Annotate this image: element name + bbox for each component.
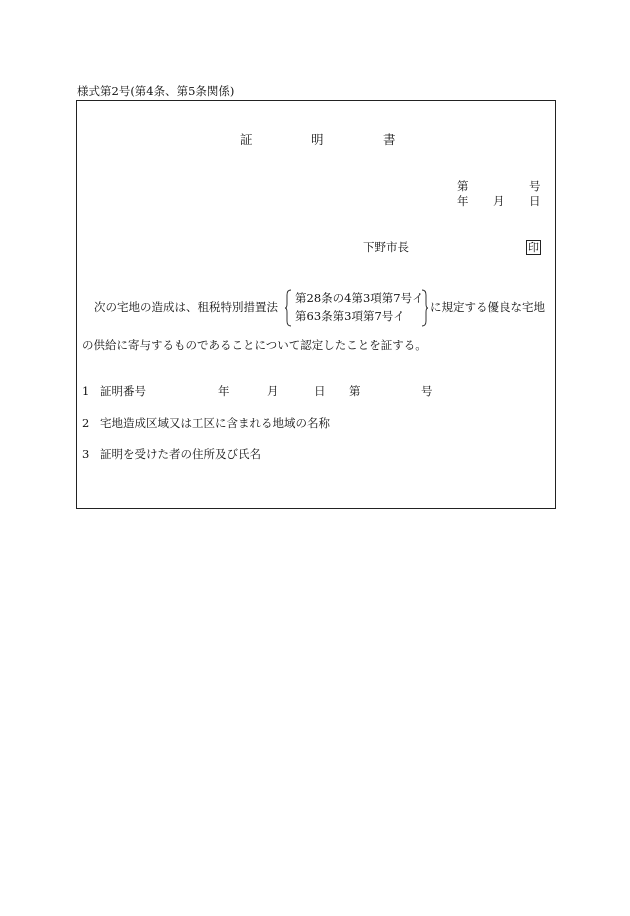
law-option-2: 第63条第3項第7号イ bbox=[295, 309, 405, 323]
title-char-1: 証 bbox=[240, 132, 253, 147]
title-char-2: 明 bbox=[311, 132, 324, 147]
body-tail: に規定する優良な宅地 bbox=[430, 300, 545, 314]
date-day: 日 bbox=[529, 194, 541, 208]
issuer-name: 下野市長 bbox=[363, 240, 409, 254]
number-dai: 第 bbox=[457, 179, 469, 193]
number-go: 号 bbox=[529, 179, 541, 193]
form-number: 様式第2号(第4条、第5条関係) bbox=[77, 84, 235, 98]
item-1-dai: 第 bbox=[349, 384, 361, 398]
title-char-3: 書 bbox=[383, 132, 396, 147]
body-line-2: の供給に寄与するものであることについて認定したことを証する。 bbox=[82, 338, 427, 352]
item-1-day: 日 bbox=[314, 384, 326, 398]
item-1-label: 証明番号 bbox=[100, 384, 146, 398]
body-lead: 次の宅地の造成は、租税特別措置法 bbox=[94, 300, 278, 314]
left-brace-icon bbox=[286, 289, 292, 327]
item-1-go: 号 bbox=[421, 384, 433, 398]
item-1-year: 年 bbox=[218, 384, 230, 398]
item-1-number: 1 bbox=[82, 384, 90, 398]
item-2-number: 2 bbox=[82, 416, 90, 430]
item-3-number: 3 bbox=[82, 447, 90, 461]
date-year: 年 bbox=[457, 194, 469, 208]
item-3-label: 証明を受けた者の住所及び氏名 bbox=[100, 447, 261, 461]
law-option-1: 第28条の4第3項第7号イ bbox=[295, 291, 424, 305]
item-2-label: 宅地造成区域又は工区に含まれる地域の名称 bbox=[100, 416, 330, 430]
date-month: 月 bbox=[493, 194, 505, 208]
item-1-month: 月 bbox=[267, 384, 279, 398]
seal-mark: 印 bbox=[528, 241, 539, 254]
right-brace-icon bbox=[421, 289, 427, 327]
